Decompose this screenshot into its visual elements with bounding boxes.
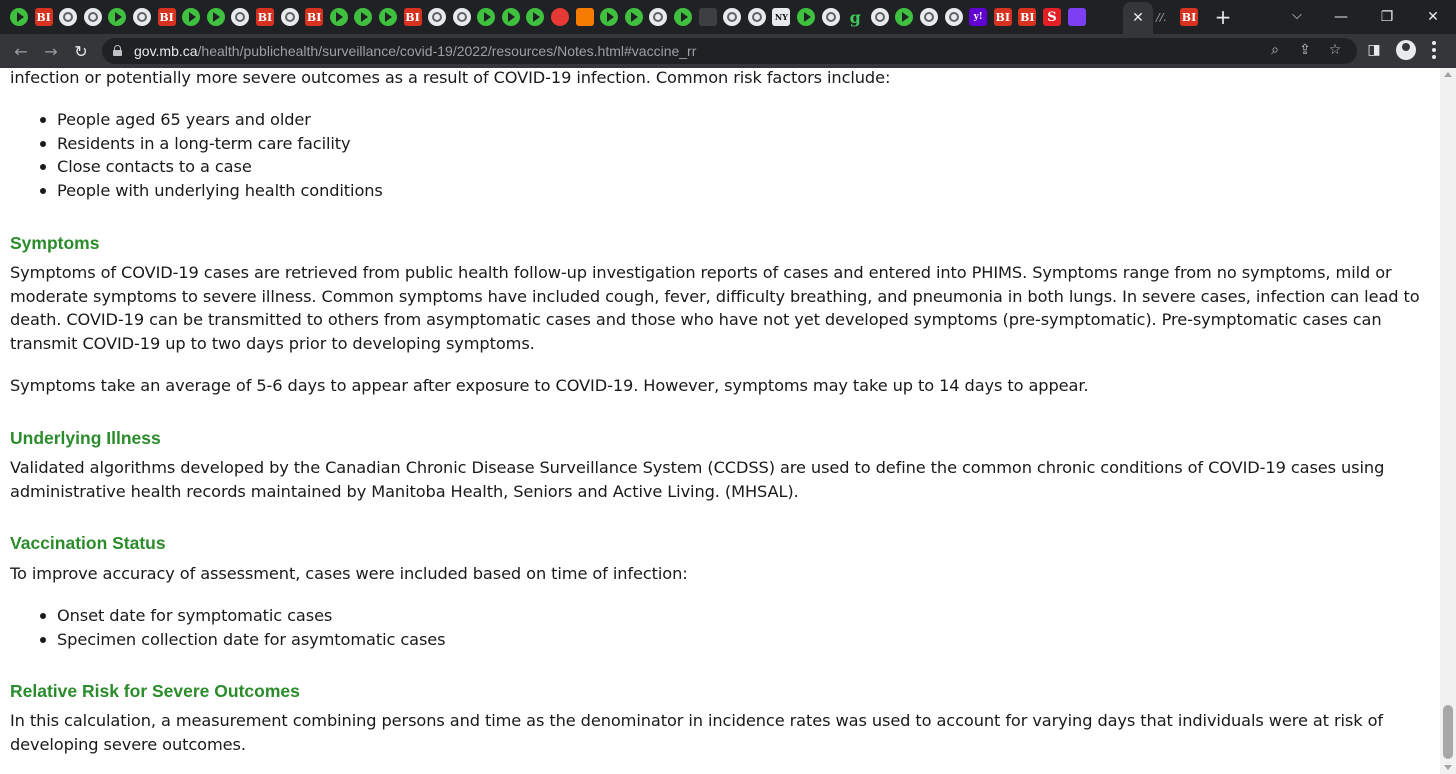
play-icon[interactable]	[108, 8, 126, 26]
play-icon[interactable]	[330, 8, 348, 26]
reload-button[interactable]: ↻	[74, 41, 88, 61]
tab-strip	[0, 0, 1456, 34]
play-icon[interactable]	[10, 8, 28, 26]
globe-icon[interactable]	[453, 8, 471, 26]
globe-icon[interactable]	[945, 8, 963, 26]
vaccination-status-paragraph: To improve accuracy of assessment, cases were included based on time of infection:	[10, 564, 688, 583]
pinned-tabs	[0, 0, 1092, 34]
red-icon[interactable]	[551, 8, 569, 26]
symptoms-onset-paragraph: Symptoms take an average of 5-6 days to appear after exposure to COVID-19. However, symptoms may take up to 14 days to appear.	[10, 376, 1089, 395]
bi-icon[interactable]: BI	[305, 8, 323, 26]
browser-toolbar	[0, 34, 1456, 68]
bi-icon[interactable]: BI	[1018, 8, 1036, 26]
address-bar[interactable]	[102, 38, 1357, 64]
nyt-icon[interactable]: NY	[772, 8, 790, 26]
bi-icon[interactable]: BI	[1180, 8, 1198, 26]
tab-unlisted[interactable]: //.	[1156, 10, 1167, 24]
globe-icon[interactable]	[281, 8, 299, 26]
underlying-illness-paragraph: Validated algorithms developed by the Canadian Chronic Disease Surveillance System (CCDSS) are used to define the common chronic conditions of COVID-19 cases using administrative health records maintained by Manitoba Health, Seniors and Active Living. (MHSAL).	[10, 458, 1385, 501]
active-tab[interactable]	[1123, 2, 1153, 34]
side-panel-icon[interactable]: ◨	[1367, 42, 1381, 58]
globe-icon[interactable]	[231, 8, 249, 26]
scrollbar-thumb[interactable]	[1443, 705, 1453, 759]
purple-icon[interactable]	[1068, 8, 1086, 26]
bi-icon[interactable]: BI	[994, 8, 1012, 26]
globe-icon[interactable]	[84, 8, 102, 26]
list-item: People with underlying health conditions	[57, 179, 383, 203]
tab-search-icon[interactable]: ⌵	[1292, 8, 1302, 23]
play-icon[interactable]	[207, 8, 225, 26]
minimize-button[interactable]: —	[1334, 9, 1348, 25]
scroll-up-arrow-icon[interactable]	[1444, 72, 1452, 77]
play-icon[interactable]	[600, 8, 618, 26]
bi-icon[interactable]: BI	[35, 8, 53, 26]
symptoms-heading: Symptoms	[10, 233, 100, 253]
risk-factors-list	[57, 108, 383, 202]
globe-icon[interactable]	[59, 8, 77, 26]
play-icon[interactable]	[674, 8, 692, 26]
dark-icon[interactable]	[699, 8, 717, 26]
play-icon[interactable]	[477, 8, 495, 26]
play-icon[interactable]	[895, 8, 913, 26]
bi-icon[interactable]: BI	[404, 8, 422, 26]
close-tab-icon[interactable]: ✕	[1132, 10, 1144, 26]
profile-avatar-icon[interactable]	[1396, 40, 1416, 60]
play-icon[interactable]	[797, 8, 815, 26]
vaccination-criteria-list	[57, 604, 445, 651]
back-button[interactable]: ←	[14, 41, 28, 61]
play-icon[interactable]	[502, 8, 520, 26]
url-text[interactable]	[134, 43, 696, 59]
s-icon[interactable]: S	[1043, 8, 1061, 26]
orange-icon[interactable]	[576, 8, 594, 26]
page-viewport	[0, 68, 1440, 774]
list-item: Residents in a long-term care facility	[57, 132, 383, 156]
play-icon[interactable]	[182, 8, 200, 26]
list-item: Close contacts to a case	[57, 155, 383, 179]
globe-icon[interactable]	[723, 8, 741, 26]
play-icon[interactable]	[354, 8, 372, 26]
share-icon[interactable]: ⇪	[1299, 42, 1311, 58]
new-tab-button[interactable]: +	[1214, 5, 1232, 29]
globe-icon[interactable]	[748, 8, 766, 26]
bi-icon[interactable]: BI	[158, 8, 176, 26]
window-controls	[1318, 0, 1456, 34]
scroll-down-arrow-icon[interactable]	[1444, 765, 1452, 770]
vertical-scrollbar[interactable]	[1440, 68, 1456, 774]
trailing-tabs	[1156, 8, 1205, 26]
globe-icon[interactable]	[649, 8, 667, 26]
g-icon[interactable]: g	[846, 8, 864, 26]
forward-button[interactable]: →	[44, 41, 58, 61]
symptoms-paragraph: Symptoms of COVID-19 cases are retrieved from public health follow-up investigation reports of cases and entered into PHIMS. Symptoms range from no symptoms, mild or moderate symptoms to severe illness. Common symptoms have included cough, fever, difficulty breathing, and pneumonia in both lungs. In severe cases, infection can lead to death. COVID-19 can be transmitted to others from asymptomatic cases and those who have not yet developed symptoms (pre-symptomatic). Pre-symptomatic cases can transmit COVID-19 up to two days prior to developing symptoms.	[10, 263, 1420, 353]
url-host: gov.mb.ca	[134, 43, 198, 59]
vaccination-status-heading: Vaccination Status	[10, 533, 166, 553]
list-item: Onset date for symptomatic cases	[57, 604, 445, 628]
globe-icon[interactable]	[133, 8, 151, 26]
relative-risk-paragraph: In this calculation, a measurement combining persons and time as the denominator in incidence rates was used to account for varying days that individuals were at risk of developing severe outcomes.	[10, 711, 1383, 754]
relative-risk-heading: Relative Risk for Severe Outcomes	[10, 681, 300, 701]
url-path: /health/publichealth/surveillance/covid-19/2022/resources/Notes.html#vaccine_rr	[197, 43, 697, 59]
list-item: Specimen collection date for asymtomatic cases	[57, 628, 445, 652]
play-icon[interactable]	[526, 8, 544, 26]
restore-button[interactable]: ❐	[1380, 9, 1394, 25]
list-item: People aged 65 years and older	[57, 108, 383, 132]
more-menu-icon[interactable]	[1432, 41, 1436, 59]
close-window-button[interactable]: ✕	[1427, 9, 1439, 25]
yahoo-icon[interactable]: y!	[969, 8, 987, 26]
underlying-illness-heading: Underlying Illness	[10, 428, 161, 448]
risk-intro-text: infection or potentially more severe outcomes as a result of COVID-19 infection. Common risk factors include:	[10, 68, 891, 87]
globe-icon[interactable]	[428, 8, 446, 26]
globe-icon[interactable]	[871, 8, 889, 26]
bi-icon[interactable]: BI	[256, 8, 274, 26]
globe-icon[interactable]	[822, 8, 840, 26]
bookmark-star-icon[interactable]: ☆	[1328, 42, 1342, 58]
lock-icon[interactable]	[113, 45, 122, 56]
play-icon[interactable]	[625, 8, 643, 26]
globe-icon[interactable]	[920, 8, 938, 26]
zoom-icon[interactable]: ⌕	[1271, 42, 1279, 58]
play-icon[interactable]	[379, 8, 397, 26]
